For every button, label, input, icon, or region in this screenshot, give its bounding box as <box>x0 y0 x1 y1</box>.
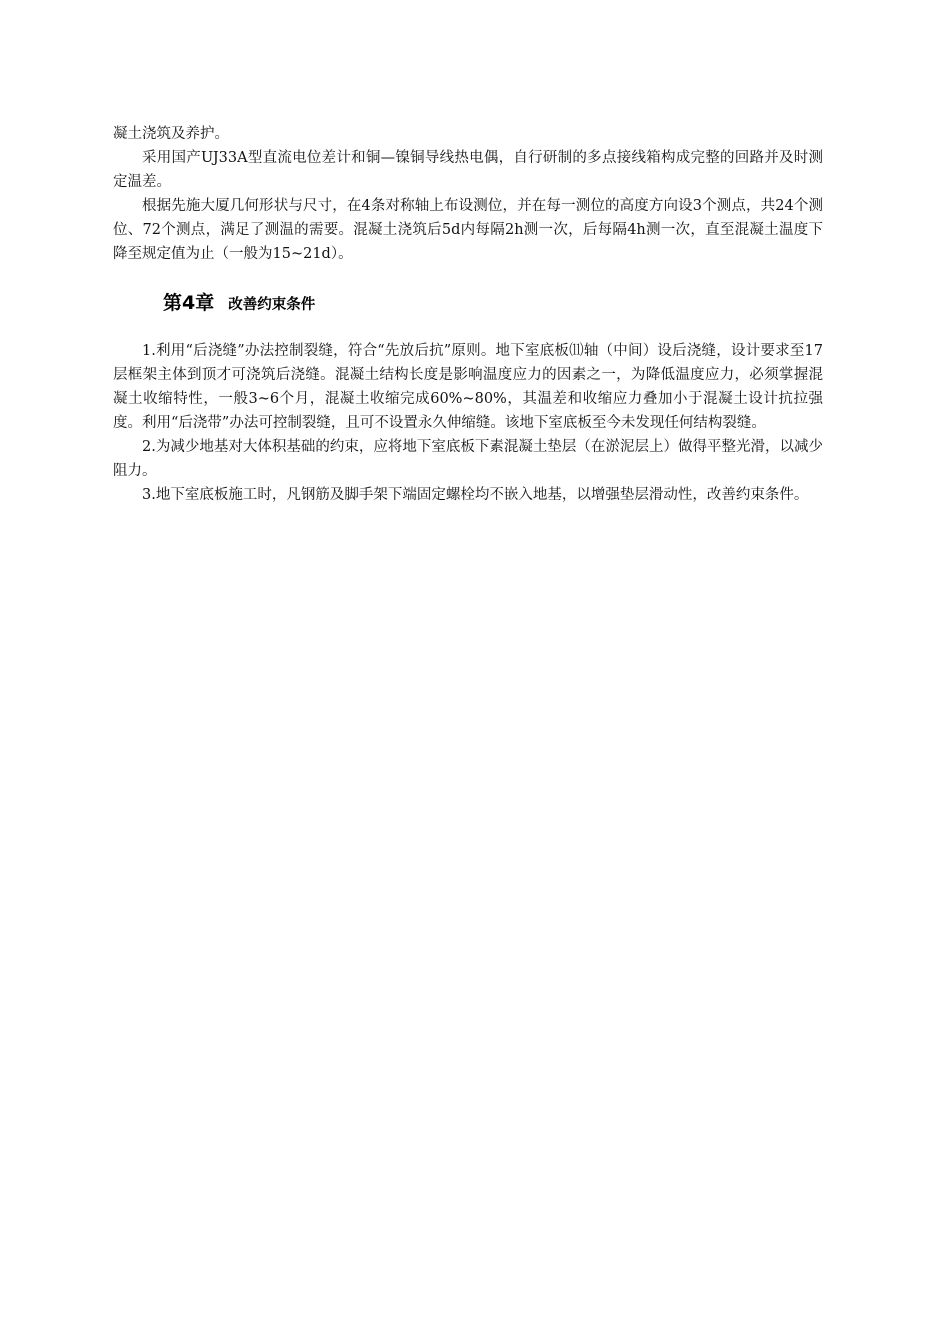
paragraph-measurement-points: 根据先施大厦几何形状与尺寸，在4条对称轴上布设测位，并在每一测位的高度方向设3个测点，共24个测位、72个测点，满足了测温的需要。混凝土浇筑后5d内每隔2h测一次，后每隔4h测一次，直至混凝土温度下降至规定值为止（一般为15~21d）。 <box>113 198 823 262</box>
paragraph-measurement-equipment: 采用国产UJ33A型直流电位差计和铜—镍铜导线热电偶，自行研制的多点接线箱构成完整的回路并及时测定温差。 <box>113 150 823 190</box>
paragraph-continuation: 凝土浇筑及养护。 <box>113 126 229 142</box>
paragraph-item-1: 1.利用“后浇缝”办法控制裂缝，符合“先放后抗”原则。地下室底板⑾轴（中间）设后浇缝，设计要求至17层框架主体到顶才可浇筑后浇缝。混凝土结构长度是影响温度应力的因素之一，为降低温度应力，必须掌握混凝土收缩特性，一般3~6个月，混凝土收缩完成60%~80%，其温差和收缩应力叠加小于混凝土设计抗拉强度。利用“后浇带”办法可控制裂缝，且可不设置永久伸缩缝。该地下室底板至今未发现任何结构裂缝。 <box>113 343 823 431</box>
chapter-title: 改善约束条件 <box>228 297 316 313</box>
paragraph-item-2: 2.为减少地基对大体积基础的约束，应将地下室底板下素混凝土垫层（在淤泥层上）做得平整光滑，以减少阻力。 <box>113 439 823 479</box>
chapter-heading <box>163 288 823 315</box>
chapter-number: 第4章 <box>163 292 215 314</box>
document-body <box>113 122 823 507</box>
paragraph-item-3: 3.地下室底板施工时，凡钢筋及脚手架下端固定螺栓均不嵌入地基，以增强垫层滑动性，改善约束条件。 <box>142 487 809 503</box>
